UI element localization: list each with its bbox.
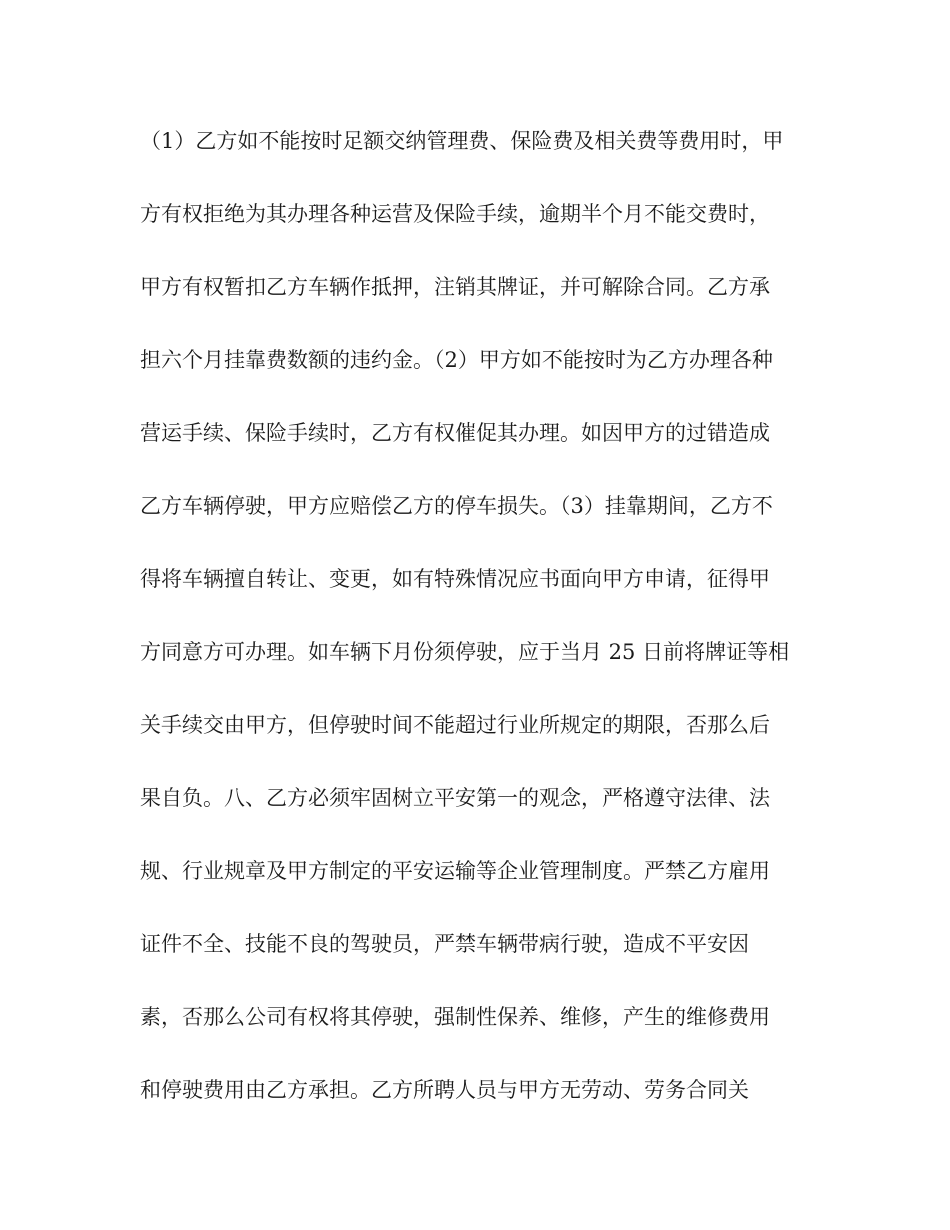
text-line: 得将车辆擅自转让、变更，如有特殊情况应书面向甲方申请，征得甲 [140,567,770,591]
text-line: 方有权拒绝为其办理各种运营及保险手续，逾期半个月不能交费时， [140,202,770,226]
text-line: 乙方车辆停驶，甲方应赔偿乙方的停车损失。（3）挂靠期间，乙方不 [140,494,773,518]
text-line: 担六个月挂靠费数额的违约金。（2）甲方如不能按时为乙方办理各种 [140,348,773,372]
text-line: 规、行业规章及甲方制定的平安运输等企业管理制度。严禁乙方雇用 [140,859,770,883]
text-line: 方同意方可办理。如车辆下月份须停驶，应于当月 25 日前将牌证等相 [140,640,790,664]
text-line: 素，否那么公司有权将其停驶，强制性保养、维修，产生的维修费用 [140,1005,770,1029]
text-line: 和停驶费用由乙方承担。乙方所聘人员与甲方无劳动、劳务合同关 [140,1078,749,1102]
text-line: 证件不全、技能不良的驾驶员，严禁车辆带病行驶，造成不平安因 [140,932,749,956]
text-line: 关手续交由甲方，但停驶时间不能超过行业所规定的期限，否那么后 [140,713,770,737]
contract-text-body [140,121,820,1143]
text-line: 甲方有权暂扣乙方车辆作抵押，注销其牌证，并可解除合同。乙方承 [140,275,770,299]
text-line: 果自负。八、乙方必须牢固树立平安第一的观念，严格遵守法律、法 [140,786,770,810]
text-line: （1）乙方如不能按时足额交纳管理费、保险费及相关费等费用时，甲 [140,129,784,153]
text-line: 营运手续、保险手续时，乙方有权催促其办理。如因甲方的过错造成 [140,421,770,445]
